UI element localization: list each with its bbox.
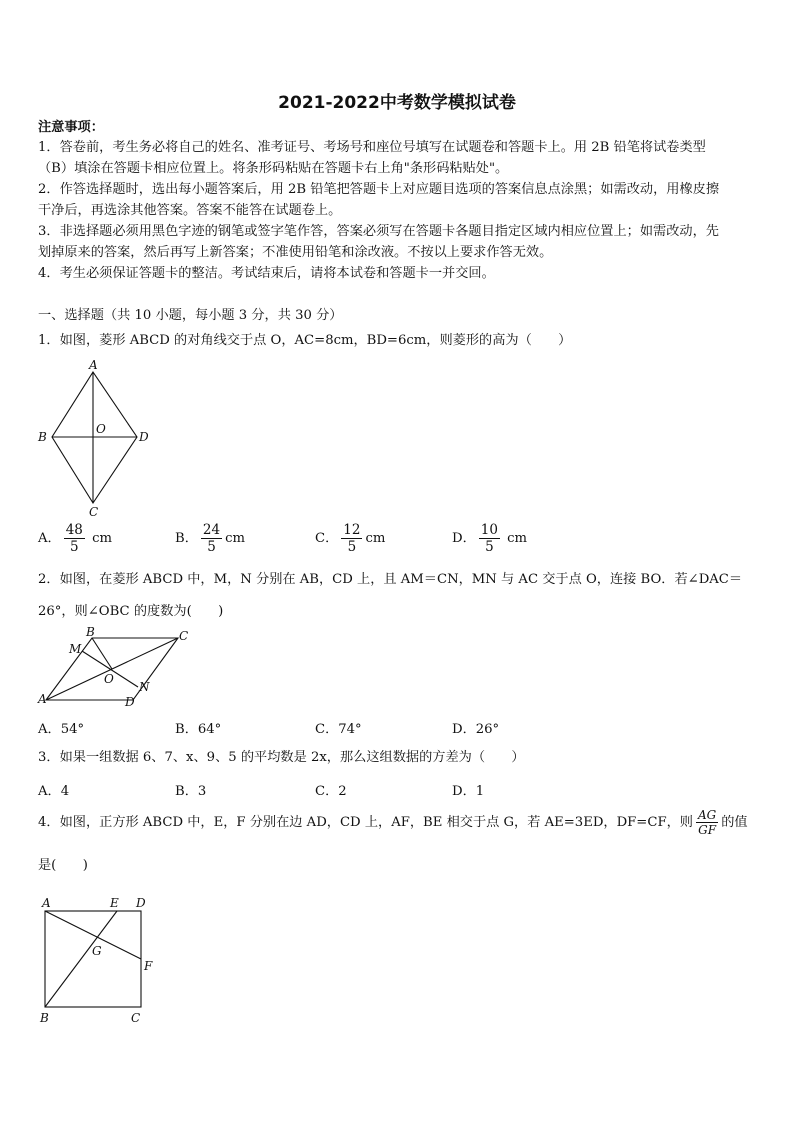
question-3-stem: 3．如果一组数据 6、7、x、9、5 的平均数是 2x，那么这组数据的方差为（ ） [38,750,525,765]
label-D: D [125,695,135,709]
notice-line: 1．答卷前，考生务必将自己的姓名、准考证号、考场号和座位号填写在试题卷和答题卡上。用 2B 铅笔将试卷类型 [38,140,706,155]
label-F: F [144,959,153,973]
notice-line: （B）填涂在答题卡相应位置上。将条形码粘贴在答题卡右上角"条形码粘贴处"。 [38,161,509,176]
q3-option-c[interactable]: C．2 [315,784,347,799]
notice-line: 3．非选择题必须用黑色字迹的钢笔或签字笔作答，答案必须写在答题卡各题目指定区域内相应位置上；如需改动，先 [38,224,719,239]
label-A: A [42,896,51,910]
notice-line: 2．作答选择题时，选出每小题答案后，用 2B 铅笔把答题卡上对应题目选项的答案信息点涂黑；如需改动，用橡皮擦 [38,182,720,197]
page-title: 2021-2022中考数学模拟试卷 [278,93,516,113]
label-G: G [92,944,102,958]
label-A: A [89,358,98,372]
label-N: N [139,680,150,694]
q1-option-d[interactable]: D． $\frac{10}{5}$ cm [452,522,528,555]
q2-option-b[interactable]: B．64° [175,722,222,737]
notice-line: 干净后，再选涂其他答案。答案不能答在试题卷上。 [38,203,342,218]
q2-option-c[interactable]: C．74° [315,722,362,737]
label-C: C [131,1011,141,1025]
label-A: A [38,692,47,706]
notice-line: 划掉原来的答案，然后再写上新答案；不准使用铅笔和涂改液。不按以上要求作答无效。 [38,245,553,260]
q3-option-a[interactable]: A．4 [38,784,70,799]
label-B: B [40,1011,49,1025]
q2-option-d[interactable]: D．26° [452,722,500,737]
label-M: M [69,642,82,656]
label-D: D [139,430,149,444]
label-O: O [104,672,114,686]
question-1-stem: 1．如图，菱形 ABCD 的对角线交于点 O，AC=8cm，BD=6cm，则菱形的高为（ ） [38,333,572,348]
q2-option-a[interactable]: A．54° [38,722,85,737]
section-heading: 一、选择题（共 10 小题，每小题 3 分，共 30 分） [38,308,343,323]
question-2-stem: 2．如图，在菱形 ABCD 中，M，N 分别在 AB，CD 上，且 AM＝CN，MN 与 AC 交于点 O，连接 BO．若∠DAC＝ [38,572,743,587]
q3-option-b[interactable]: B．3 [175,784,207,799]
q1-option-c[interactable]: C． $\frac{12}{5}$ cm [315,522,386,555]
q1-option-a[interactable]: A． $\frac{48}{5}$ cm [38,522,113,555]
question-2-stem-cont: 26°，则∠OBC 的度数为( ) [38,604,224,619]
label-E: E [110,896,119,910]
label-B: B [86,625,95,639]
question-4-stem-cont: 是( ) [38,858,88,873]
q1-option-b[interactable]: B． $\frac{24}{5}$ cm [175,522,245,555]
question-4-stem: 4．如图，正方形 ABCD 中，E，F 分别在边 AD，CD 上，AF，BE 相交于点 G，若 AE=3ED，DF=CF，则 $\frac{AG}{GF}$ 的值 [38,808,748,837]
label-B: B [38,430,47,444]
notice-line: 4．考生必须保证答题卡的整洁。考试结束后，请将本试卷和答题卡一并交回。 [38,266,495,281]
label-D: D [136,896,146,910]
notice-heading: 注意事项： [38,120,104,135]
q3-option-d[interactable]: D．1 [452,784,485,799]
label-C: C [179,629,189,643]
label-O: O [96,422,106,436]
label-C: C [89,505,99,519]
